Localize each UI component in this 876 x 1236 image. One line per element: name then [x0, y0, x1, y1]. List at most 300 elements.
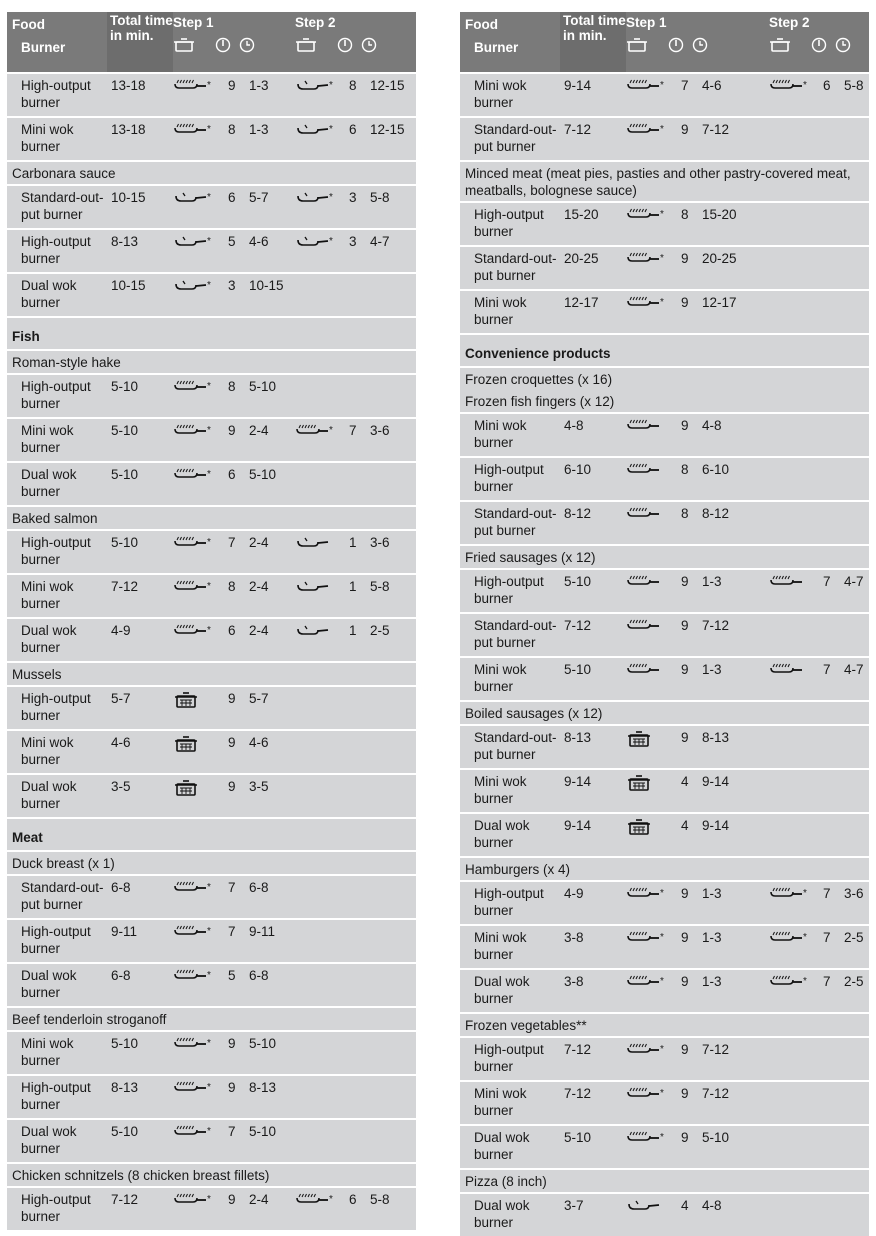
- s2-cookware-cell: [295, 919, 349, 963]
- s2-time-cell: [844, 117, 869, 161]
- star-marker: *: [660, 932, 664, 943]
- table-row: [460, 1037, 869, 1081]
- table-row: [7, 418, 416, 462]
- total-time-cell: 20-25: [560, 246, 626, 290]
- s2-cookware-cell: [295, 462, 349, 506]
- s2-time-cell: [370, 686, 416, 730]
- star-marker: *: [329, 80, 333, 91]
- total-time-cell: 5-10: [107, 418, 173, 462]
- s2-power-cell: [823, 613, 844, 657]
- s2-power-cell: 6: [349, 1187, 370, 1230]
- total-time-cell: 6-8: [107, 875, 173, 919]
- s1-power-cell: 3: [228, 273, 249, 317]
- s1-power-cell: 9: [228, 1075, 249, 1119]
- header-burner: Burner: [474, 40, 519, 55]
- s1-power-cell: 9: [681, 1081, 702, 1125]
- total-time-cell: 9-14: [560, 813, 626, 857]
- table-row: [460, 290, 869, 334]
- grill-pan-icon: [626, 208, 662, 222]
- s1-power-cell: 8: [681, 202, 702, 246]
- s2-cookware-cell: [295, 185, 349, 229]
- s1-time-cell: 7-12: [702, 1037, 769, 1081]
- table-row: [7, 686, 416, 730]
- food-group-label: Pizza (8 inch): [460, 1169, 869, 1193]
- table-row: [460, 725, 869, 769]
- total-time-cell: 10-15: [107, 185, 173, 229]
- s2-power-cell: 7: [823, 969, 844, 1013]
- burner-cell: High-output burner: [460, 569, 560, 613]
- table-row: [7, 774, 416, 818]
- category-label: Meat: [7, 818, 416, 851]
- food-group-row: [7, 506, 416, 530]
- table-row: [460, 769, 869, 813]
- burner-cell: High-output burner: [460, 881, 560, 925]
- s2-power-cell: [823, 1081, 844, 1125]
- s2-cookware-cell: [769, 569, 823, 613]
- s1-time-cell: 1-3: [249, 117, 295, 161]
- s1-power-cell: 9: [681, 613, 702, 657]
- burner-cell: High-output burner: [7, 73, 107, 117]
- pot-header-icon: [626, 37, 648, 57]
- burner-cell: High-output burner: [7, 1187, 107, 1230]
- s1-cookware-cell: [626, 290, 681, 334]
- s2-power-cell: [823, 769, 844, 813]
- s1-cookware-cell: [626, 73, 681, 117]
- s1-power-cell: 9: [681, 1037, 702, 1081]
- s2-time-cell: [370, 1119, 416, 1163]
- star-marker: *: [803, 80, 807, 91]
- grill-pan-icon: [173, 380, 209, 394]
- star-marker: *: [660, 976, 664, 987]
- s1-cookware-cell: [626, 657, 681, 701]
- s1-cookware-cell: [626, 1037, 681, 1081]
- grill-pan-icon: [626, 79, 662, 93]
- s2-time-cell: [844, 1081, 869, 1125]
- s2-cookware-cell: [769, 457, 823, 501]
- food-group-label: Carbonara sauce: [7, 161, 416, 185]
- s1-power-cell: 6: [228, 185, 249, 229]
- total-time-cell: 4-6: [107, 730, 173, 774]
- food-group-row: [7, 662, 416, 686]
- grill-pan-icon: [626, 123, 662, 137]
- s2-time-cell: 12-15: [370, 73, 416, 117]
- table-row: [7, 73, 416, 117]
- s2-time-cell: [844, 457, 869, 501]
- grill-pan-icon: [626, 975, 662, 989]
- grill-pan-icon: [173, 580, 209, 594]
- s2-power-cell: 7: [823, 569, 844, 613]
- table-row: [7, 185, 416, 229]
- grill-pan-icon: [626, 1131, 662, 1145]
- s1-time-cell: 9-14: [702, 813, 769, 857]
- s1-cookware-cell: [626, 246, 681, 290]
- s1-cookware-cell: [173, 117, 228, 161]
- star-marker: *: [660, 888, 664, 899]
- grill-pan-icon: [173, 881, 209, 895]
- s1-cookware-cell: [626, 202, 681, 246]
- s1-time-cell: 5-10: [249, 1119, 295, 1163]
- s1-cookware-cell: [173, 919, 228, 963]
- star-marker: *: [660, 209, 664, 220]
- total-time-cell: 10-15: [107, 273, 173, 317]
- burner-cell: High-output burner: [7, 374, 107, 418]
- burner-cell: Dual wok burner: [460, 969, 560, 1013]
- s1-power-cell: 8: [681, 457, 702, 501]
- s1-cookware-cell: [626, 1193, 681, 1236]
- header-step2: Step 2: [295, 15, 336, 30]
- burner-cell: Mini wok burner: [7, 418, 107, 462]
- burner-cell: High-output burner: [7, 530, 107, 574]
- burner-cell: High-output burner: [7, 229, 107, 273]
- star-marker: *: [207, 124, 211, 135]
- s1-cookware-cell: [173, 418, 228, 462]
- s2-cookware-cell: [769, 725, 823, 769]
- s1-power-cell: 9: [228, 686, 249, 730]
- total-time-cell: 4-9: [560, 881, 626, 925]
- s1-time-cell: 10-15: [249, 273, 295, 317]
- total-time-cell: 5-10: [107, 530, 173, 574]
- s1-time-cell: 4-8: [702, 1193, 769, 1236]
- clock-icon: [239, 37, 255, 57]
- header-food: Food: [465, 17, 498, 32]
- s1-power-cell: 9: [681, 246, 702, 290]
- total-time-cell: 5-10: [560, 1125, 626, 1169]
- s1-power-cell: 7: [228, 875, 249, 919]
- star-marker: *: [660, 1088, 664, 1099]
- s2-power-cell: [823, 1193, 844, 1236]
- header-total-time: Total time in min.: [560, 12, 626, 73]
- s1-time-cell: 15-20: [702, 202, 769, 246]
- right-column: [460, 12, 869, 1236]
- star-marker: *: [660, 124, 664, 135]
- s2-time-cell: 2-5: [370, 618, 416, 662]
- s1-power-cell: 9: [228, 774, 249, 818]
- s1-power-cell: 4: [681, 1193, 702, 1236]
- food-group-row: [460, 161, 869, 202]
- table-header: [7, 12, 416, 73]
- burner-cell: High-output burner: [460, 1037, 560, 1081]
- s2-time-cell: [844, 813, 869, 857]
- food-group-label: Mussels: [7, 662, 416, 686]
- s1-cookware-cell: [626, 117, 681, 161]
- cooking-table-left: [7, 12, 416, 1230]
- s2-cookware-cell: [769, 1037, 823, 1081]
- burner-cell: Standard-out-put burner: [460, 501, 560, 545]
- s2-cookware-cell: [769, 73, 823, 117]
- s2-time-cell: 3-6: [844, 881, 869, 925]
- s1-time-cell: 2-4: [249, 530, 295, 574]
- grill-pan-icon: [626, 419, 662, 433]
- grill-pan-icon: [769, 79, 805, 93]
- s2-time-cell: [370, 875, 416, 919]
- pot-icon: [626, 819, 662, 833]
- table-row: [460, 1125, 869, 1169]
- table-row: [7, 530, 416, 574]
- frying-pan-icon: [295, 624, 331, 638]
- s2-power-cell: [823, 813, 844, 857]
- s2-cookware-cell: [769, 969, 823, 1013]
- total-time-cell: 4-8: [560, 413, 626, 457]
- s2-power-cell: 3: [349, 229, 370, 273]
- burner-cell: Standard-out-put burner: [460, 117, 560, 161]
- s1-time-cell: 5-10: [249, 374, 295, 418]
- grill-pan-icon: [173, 536, 209, 550]
- s1-power-cell: 9: [681, 413, 702, 457]
- star-marker: *: [329, 192, 333, 203]
- burner-cell: Mini wok burner: [460, 290, 560, 334]
- power-level-icon: [215, 37, 231, 57]
- s2-cookware-cell: [769, 657, 823, 701]
- s2-power-cell: [823, 501, 844, 545]
- pot-icon: [173, 736, 209, 750]
- s1-time-cell: 5-10: [249, 1031, 295, 1075]
- star-marker: *: [207, 425, 211, 436]
- food-group-label: Hamburgers (x 4): [460, 857, 869, 881]
- s1-time-cell: 6-8: [249, 963, 295, 1007]
- s2-power-cell: [349, 273, 370, 317]
- s1-time-cell: 1-3: [702, 925, 769, 969]
- s1-time-cell: 20-25: [702, 246, 769, 290]
- s1-cookware-cell: [173, 1031, 228, 1075]
- total-time-cell: 8-13: [107, 229, 173, 273]
- s1-power-cell: 4: [681, 813, 702, 857]
- grill-pan-icon: [173, 1081, 209, 1095]
- total-time-cell: 5-10: [107, 1119, 173, 1163]
- s1-cookware-cell: [626, 969, 681, 1013]
- star-marker: *: [660, 253, 664, 264]
- table-row: [7, 374, 416, 418]
- s2-cookware-cell: [295, 1031, 349, 1075]
- grill-pan-icon: [295, 1193, 331, 1207]
- s2-cookware-cell: [769, 202, 823, 246]
- s1-time-cell: 1-3: [702, 881, 769, 925]
- s2-time-cell: 4-7: [844, 569, 869, 613]
- s2-time-cell: [844, 1193, 869, 1236]
- grill-pan-icon: [626, 663, 662, 677]
- s1-time-cell: 2-4: [249, 418, 295, 462]
- burner-cell: High-output burner: [7, 919, 107, 963]
- star-marker: *: [660, 297, 664, 308]
- grill-pan-icon: [626, 507, 662, 521]
- pot-header-icon: [769, 37, 791, 57]
- star-marker: *: [207, 192, 211, 203]
- category-row: [7, 818, 416, 851]
- grill-pan-icon: [626, 887, 662, 901]
- s2-time-cell: 12-15: [370, 117, 416, 161]
- pot-icon: [173, 780, 209, 794]
- s2-time-cell: [370, 919, 416, 963]
- grill-pan-icon: [769, 663, 805, 677]
- s1-cookware-cell: [626, 613, 681, 657]
- table-row: [7, 1075, 416, 1119]
- burner-cell: Mini wok burner: [7, 117, 107, 161]
- s1-time-cell: 7-12: [702, 1081, 769, 1125]
- s2-cookware-cell: [769, 1081, 823, 1125]
- s2-cookware-cell: [295, 374, 349, 418]
- s2-time-cell: 5-8: [370, 574, 416, 618]
- s1-cookware-cell: [626, 925, 681, 969]
- s1-cookware-cell: [173, 73, 228, 117]
- left-column: [7, 12, 416, 1230]
- table-row: [7, 1187, 416, 1230]
- s1-time-cell: 5-7: [249, 185, 295, 229]
- s2-cookware-cell: [769, 613, 823, 657]
- s1-time-cell: 7-12: [702, 613, 769, 657]
- total-time-cell: 5-10: [107, 462, 173, 506]
- s2-cookware-cell: [769, 413, 823, 457]
- s1-power-cell: 9: [681, 290, 702, 334]
- frying-pan-icon: [295, 536, 331, 550]
- food-group-row: [460, 1013, 869, 1037]
- s2-power-cell: 1: [349, 618, 370, 662]
- table-row: [460, 569, 869, 613]
- table-row: [460, 1081, 869, 1125]
- category-label: Convenience products: [460, 334, 869, 367]
- power-level-icon: [668, 37, 684, 57]
- s2-power-cell: [349, 774, 370, 818]
- star-marker: *: [207, 80, 211, 91]
- total-time-cell: 15-20: [560, 202, 626, 246]
- s1-cookware-cell: [626, 881, 681, 925]
- table-row: [460, 457, 869, 501]
- s2-power-cell: [823, 1037, 844, 1081]
- burner-cell: Dual wok burner: [7, 273, 107, 317]
- s2-time-cell: 5-8: [844, 73, 869, 117]
- table-row: [7, 229, 416, 273]
- s2-time-cell: [844, 413, 869, 457]
- s2-time-cell: [370, 273, 416, 317]
- s2-power-cell: 7: [349, 418, 370, 462]
- table-row: [7, 1119, 416, 1163]
- s1-power-cell: 8: [228, 574, 249, 618]
- s1-power-cell: 9: [681, 1125, 702, 1169]
- s1-cookware-cell: [173, 774, 228, 818]
- star-marker: *: [207, 469, 211, 480]
- s2-cookware-cell: [295, 273, 349, 317]
- s1-power-cell: 9: [228, 418, 249, 462]
- s1-cookware-cell: [173, 730, 228, 774]
- s2-time-cell: 2-5: [844, 925, 869, 969]
- s2-cookware-cell: [769, 881, 823, 925]
- s2-time-cell: [370, 1075, 416, 1119]
- s2-power-cell: [349, 686, 370, 730]
- food-group-label: Frozen fish fingers (x 12): [460, 390, 869, 413]
- total-time-cell: 8-12: [560, 501, 626, 545]
- grill-pan-icon: [769, 975, 805, 989]
- food-group-row: [460, 545, 869, 569]
- s2-power-cell: [349, 462, 370, 506]
- total-time-cell: 8-13: [107, 1075, 173, 1119]
- total-time-cell: 13-18: [107, 73, 173, 117]
- s1-time-cell: 7-12: [702, 117, 769, 161]
- s2-power-cell: [349, 919, 370, 963]
- star-marker: *: [207, 1082, 211, 1093]
- s1-power-cell: 7: [228, 1119, 249, 1163]
- s1-time-cell: 8-13: [702, 725, 769, 769]
- table-header: [460, 12, 869, 73]
- table-row: [460, 117, 869, 161]
- s1-time-cell: 3-5: [249, 774, 295, 818]
- total-time-cell: 8-13: [560, 725, 626, 769]
- s2-cookware-cell: [295, 574, 349, 618]
- s2-power-cell: 7: [823, 657, 844, 701]
- s2-cookware-cell: [295, 530, 349, 574]
- s2-time-cell: [844, 246, 869, 290]
- grill-pan-icon: [626, 296, 662, 310]
- s1-power-cell: 6: [228, 462, 249, 506]
- table-row: [460, 246, 869, 290]
- star-marker: *: [803, 932, 807, 943]
- s1-power-cell: 7: [681, 73, 702, 117]
- grill-pan-icon: [626, 575, 662, 589]
- burner-cell: Standard-out-put burner: [7, 185, 107, 229]
- s2-cookware-cell: [295, 875, 349, 919]
- burner-cell: Mini wok burner: [460, 413, 560, 457]
- s1-cookware-cell: [626, 501, 681, 545]
- s2-time-cell: [370, 730, 416, 774]
- s2-cookware-cell: [295, 1187, 349, 1230]
- table-row: [7, 1031, 416, 1075]
- total-time-cell: 12-17: [560, 290, 626, 334]
- s2-time-cell: [370, 374, 416, 418]
- s2-cookware-cell: [295, 963, 349, 1007]
- table-row: [7, 963, 416, 1007]
- food-group-row: [460, 701, 869, 725]
- burner-cell: Mini wok burner: [460, 925, 560, 969]
- star-marker: *: [329, 236, 333, 247]
- s1-cookware-cell: [173, 686, 228, 730]
- s2-cookware-cell: [295, 229, 349, 273]
- star-marker: *: [803, 888, 807, 899]
- burner-cell: Standard-out-put burner: [460, 613, 560, 657]
- food-group-row: [7, 851, 416, 875]
- grill-pan-icon: [173, 1193, 209, 1207]
- s1-power-cell: 8: [228, 374, 249, 418]
- s1-cookware-cell: [173, 185, 228, 229]
- table-row: [460, 969, 869, 1013]
- grill-pan-icon: [626, 931, 662, 945]
- s2-time-cell: 2-5: [844, 969, 869, 1013]
- total-time-cell: 13-18: [107, 117, 173, 161]
- total-time-cell: 9-14: [560, 769, 626, 813]
- s2-power-cell: [349, 730, 370, 774]
- s1-power-cell: 9: [681, 925, 702, 969]
- s2-power-cell: [823, 1125, 844, 1169]
- s2-power-cell: 8: [349, 73, 370, 117]
- frying-pan-icon: [295, 123, 331, 137]
- clock-icon: [835, 37, 851, 57]
- s2-power-cell: 6: [823, 73, 844, 117]
- header-step2: Step 2: [769, 15, 810, 30]
- total-time-cell: 5-7: [107, 686, 173, 730]
- star-marker: *: [207, 1194, 211, 1205]
- grill-pan-icon: [626, 252, 662, 266]
- s2-power-cell: [823, 725, 844, 769]
- grill-pan-icon: [173, 123, 209, 137]
- food-group-label: Roman-style hake: [7, 350, 416, 374]
- s1-cookware-cell: [173, 1075, 228, 1119]
- total-time-cell: 9-14: [560, 73, 626, 117]
- star-marker: *: [660, 80, 664, 91]
- burner-cell: Dual wok burner: [7, 963, 107, 1007]
- s2-power-cell: 1: [349, 530, 370, 574]
- s1-time-cell: 5-7: [249, 686, 295, 730]
- power-level-icon: [811, 37, 827, 57]
- s2-time-cell: [844, 501, 869, 545]
- s1-cookware-cell: [626, 1081, 681, 1125]
- s1-time-cell: 6-8: [249, 875, 295, 919]
- s1-power-cell: 9: [228, 1187, 249, 1230]
